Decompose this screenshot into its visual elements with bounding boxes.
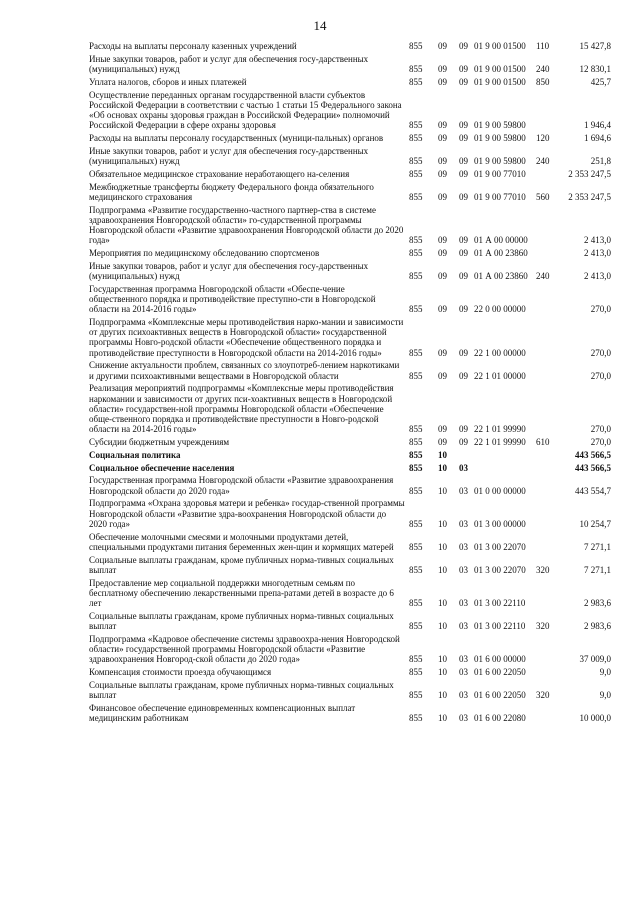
expense-type-code: 560	[536, 191, 550, 202]
target-item-code: 01 3 00 22110	[474, 598, 526, 609]
target-item-code	[474, 463, 536, 476]
amount: 443 554,7	[575, 485, 611, 496]
table-row	[89, 680, 611, 703]
row-name: Подпрограмма «Комплексные меры противодействия нарко-мании и зависимости от других психоактивных веществ в Новгородской области» государственной программы Новго-родской области «Обеспечение общественного порядка и противодействие преступности в Новгородской области на 2014-2016 годы»	[89, 317, 404, 358]
row-name: Иные закупки товаров, работ и услуг для обеспечения госу-дарственных (муниципальных) нужд	[89, 260, 369, 281]
subsection-code: 09	[459, 191, 468, 202]
row-name: Компенсация стоимости проезда обучающимся	[89, 667, 272, 678]
expense-type-code	[536, 578, 558, 611]
admin-code: 855	[409, 156, 423, 166]
subsection-code: 09	[459, 271, 468, 281]
subsection-code: 03	[459, 541, 468, 552]
table-row	[89, 248, 611, 261]
target-item-code: 22 0 00 00000	[474, 304, 526, 315]
target-item-code: 22 1 00 00000	[474, 347, 526, 358]
target-item-code: 22 1 01 00000	[474, 370, 526, 381]
target-item-code: 01 А 00 23860	[474, 271, 528, 281]
amount: 443 566,5	[575, 462, 611, 473]
amount: 270,0	[590, 347, 611, 358]
expense-type-code: 240	[536, 271, 550, 281]
subsection-code: 09	[459, 304, 468, 315]
admin-code: 855	[409, 437, 423, 448]
expense-type-code	[536, 248, 558, 261]
row-name: Иные закупки товаров, работ и услуг для обеспечения госу-дарственных (муниципальных) нужд	[89, 145, 369, 166]
target-item-code: 01 6 00 22050	[474, 690, 526, 701]
amount: 270,0	[590, 304, 611, 315]
section-code: 10	[438, 449, 447, 460]
target-item-code: 01 9 00 59800	[474, 133, 526, 143]
target-item-code: 01 9 00 77010	[474, 191, 526, 202]
admin-code: 855	[409, 271, 423, 281]
section-code: 09	[438, 271, 447, 281]
target-item-code: 01 9 00 01500	[474, 76, 526, 87]
expense-type-code	[536, 463, 558, 476]
admin-code: 855	[409, 541, 423, 552]
section-code: 09	[438, 64, 447, 74]
admin-code: 855	[409, 690, 423, 701]
section-code: 09	[438, 156, 447, 166]
admin-code: 855	[409, 621, 423, 632]
subsection-code: 09	[459, 235, 468, 246]
row-name: Социальные выплаты гражданам, кроме публичных норма-тивных социальных выплат	[89, 610, 394, 632]
expense-type-code: 240	[536, 64, 550, 74]
expense-type-code	[536, 383, 558, 437]
section-code: 09	[438, 76, 447, 87]
admin-code: 855	[409, 168, 423, 179]
amount: 9,0	[599, 690, 611, 701]
amount: 2 413,0	[584, 248, 611, 258]
target-item-code: 01 6 00 22080	[474, 713, 526, 724]
expense-type-code: 110	[536, 41, 550, 51]
row-name: Социальная политика	[89, 449, 181, 460]
expense-type-code: 610	[536, 437, 550, 448]
admin-code: 855	[409, 462, 423, 473]
subsection-code: 09	[459, 370, 468, 381]
budget-table-body	[89, 41, 611, 726]
subsection-code: 09	[459, 156, 468, 166]
section-code: 10	[438, 564, 447, 575]
table-row	[89, 667, 611, 680]
section-code: 10	[438, 518, 447, 529]
amount: 10 254,7	[579, 518, 611, 529]
subsection-code: 03	[459, 690, 468, 701]
subsection-code: 03	[459, 564, 468, 575]
admin-code: 855	[409, 518, 423, 529]
subsection-code	[453, 450, 474, 463]
admin-code: 855	[409, 235, 423, 246]
subsection-code: 03	[459, 598, 468, 609]
table-row	[89, 383, 611, 437]
table-row	[89, 169, 611, 182]
subsection-code: 03	[459, 654, 468, 665]
expense-type-code	[536, 634, 558, 667]
subsection-code: 03	[459, 518, 468, 529]
section-code: 09	[438, 370, 447, 381]
row-name: Подпрограмма «Охрана здоровья матери и ребенка» государ-ственной программы Новгородской области «Развитие здра-воохранения Новгородской области до 2020 года»	[89, 498, 405, 529]
expense-type-code: 320	[536, 564, 550, 575]
section-code: 09	[438, 120, 447, 131]
subsection-code: 09	[459, 76, 468, 87]
section-code: 09	[438, 41, 447, 51]
target-item-code: 01 3 00 22110	[474, 621, 526, 632]
row-name: Социальное обеспечение населения	[89, 462, 235, 473]
subsection-code: 09	[459, 168, 468, 179]
row-name: Социальные выплаты гражданам, кроме публичных норма-тивных социальных выплат	[89, 554, 394, 575]
amount: 425,7	[590, 76, 611, 87]
admin-code: 855	[409, 120, 423, 131]
expense-type-code	[536, 90, 558, 133]
row-name: Межбюджетные трансферты бюджету Федерального фонда обязательного медицинского страхования	[89, 181, 374, 202]
admin-code: 855	[409, 485, 423, 496]
target-item-code: 01 6 00 00000	[474, 654, 526, 665]
expense-type-code: 850	[536, 76, 550, 87]
subsection-code: 03	[459, 462, 468, 473]
section-code: 10	[438, 667, 447, 678]
table-row	[89, 90, 611, 133]
admin-code: 855	[409, 449, 423, 460]
target-item-code: 01 9 00 77010	[474, 168, 526, 179]
expense-type-code	[536, 205, 558, 248]
row-name: Уплата налогов, сборов и иных платежей	[89, 76, 247, 87]
row-name: Предоставление мер социальной поддержки многодетным семьям по бесплатному обеспечению лекарственными препа-ратами детей в возрасте до 6 лет	[89, 577, 394, 609]
amount: 7 271,1	[584, 564, 611, 575]
subsection-code: 03	[459, 713, 468, 724]
table-row	[89, 611, 611, 634]
target-item-code: 01 6 00 22050	[474, 667, 526, 678]
table-row	[89, 498, 611, 531]
expense-type-code: 320	[536, 621, 550, 632]
section-code: 10	[438, 485, 447, 496]
expense-type-code	[536, 450, 558, 463]
table-row	[89, 634, 611, 667]
row-name: Подпрограмма «Кадровое обеспечение системы здравоохра-нения Новгородской области» государственной программы Новгородской области «Развитие здравоохранения Новгород-ской области до 2020 года»	[89, 633, 400, 665]
target-item-code: 01 9 00 01500	[474, 41, 526, 51]
expense-type-code	[536, 475, 558, 498]
subsection-code: 03	[459, 485, 468, 496]
table-row	[89, 532, 611, 555]
amount: 37 009,0	[579, 654, 611, 665]
row-name: Осуществление переданных органам государственной власти субъектов Российской Федерации в соответствии с частью 1 статьи 15 Федерального закона «Об основах охраны здоровья граждан в Российской Федерации» полномочий Российской Федерации в сфере охраны здоровья	[89, 89, 402, 131]
table-row	[89, 77, 611, 90]
admin-code: 855	[409, 654, 423, 665]
subsection-code: 09	[459, 133, 468, 143]
amount: 7 271,1	[584, 541, 611, 552]
amount: 12 830,1	[579, 64, 611, 74]
expense-type-code	[536, 169, 558, 182]
table-row	[89, 41, 611, 54]
section-code: 10	[438, 541, 447, 552]
table-row	[89, 437, 611, 450]
row-name: Социальные выплаты гражданам, кроме публичных норма-тивных социальных выплат	[89, 679, 394, 701]
target-item-code: 01 0 00 00000	[474, 485, 526, 496]
section-code: 09	[438, 235, 447, 246]
budget-table	[89, 41, 611, 726]
row-name: Государственная программа Новгородской области «Развитие здравоохранения Новгородской области до 2020 года»	[89, 475, 394, 496]
expense-type-code	[536, 667, 558, 680]
page-number: 14	[313, 18, 327, 33]
target-item-code: 01 9 00 01500	[474, 64, 526, 74]
section-code: 10	[438, 654, 447, 665]
subsection-code: 09	[459, 347, 468, 358]
expense-type-code	[536, 284, 558, 317]
row-name: Снижение актуальности проблем, связанных со злоупотреб-лением наркотиками и другими психоактивными веществами в Новгородской области	[89, 360, 400, 381]
section-code: 09	[438, 168, 447, 179]
section-code: 10	[438, 690, 447, 701]
row-name: Расходы на выплаты персоналу государственных (муници-пальных) органов	[89, 133, 384, 143]
amount: 2 353 247,5	[568, 168, 611, 179]
section-code: 09	[438, 133, 447, 143]
row-name: Реализация мероприятий подпрограммы «Комплексные меры противодействия наркомании и зависимости от других пси-хоактивных веществ в Новгородской области» государствен-ной программы Новгородской области «Обеспечение обще-ственного порядка и противодействие преступности в Новго-родской области на 2014-2016 годы»	[89, 383, 394, 435]
amount: 1 694,6	[584, 133, 611, 143]
table-row	[89, 317, 611, 360]
target-item-code: 01 9 00 59800	[474, 120, 526, 131]
section-code: 09	[438, 437, 447, 448]
section-code: 09	[438, 248, 447, 258]
amount: 270,0	[590, 370, 611, 381]
admin-code: 855	[409, 191, 423, 202]
table-row	[89, 555, 611, 578]
admin-code: 855	[409, 667, 423, 678]
amount: 2 983,6	[584, 621, 611, 632]
section-code: 10	[438, 462, 447, 473]
admin-code: 855	[409, 76, 423, 87]
amount: 2 413,0	[584, 271, 611, 281]
admin-code: 855	[409, 347, 423, 358]
amount: 270,0	[590, 424, 611, 435]
table-row	[89, 54, 611, 77]
subsection-code: 03	[459, 667, 468, 678]
admin-code: 855	[409, 598, 423, 609]
admin-code: 855	[409, 424, 423, 435]
expense-type-code	[536, 532, 558, 555]
expense-type-code: 240	[536, 156, 550, 166]
expense-type-code: 320	[536, 690, 550, 701]
subsection-code: 09	[459, 120, 468, 131]
expense-type-code	[536, 703, 558, 726]
section-code: 09	[438, 304, 447, 315]
amount: 2 353 247,5	[568, 191, 611, 202]
table-row	[89, 182, 611, 205]
section-code: 10	[438, 621, 447, 632]
row-name: Подпрограмма «Развитие государственно-частного партнер-ства в системе здравоохранения Новгородской области» го-сударственной программы Новгородской области «Развитие здравоохранения Новгородской области до 2020 года»	[89, 204, 404, 246]
section-code: 09	[438, 347, 447, 358]
subsection-code: 09	[459, 248, 468, 258]
section-code: 10	[438, 713, 447, 724]
amount: 443 566,5	[575, 449, 611, 460]
subsection-code: 09	[459, 424, 468, 435]
expense-type-code: 120	[536, 133, 550, 143]
section-code: 09	[438, 191, 447, 202]
amount: 2 413,0	[584, 235, 611, 246]
amount: 1 946,4	[584, 120, 611, 131]
row-name: Обеспечение молочными смесями и молочными продуктами детей, специальными продуктами питания беременных жен-щин и кормящих матерей	[89, 531, 394, 552]
table-row	[89, 703, 611, 726]
subsection-code: 09	[459, 64, 468, 74]
row-name: Мероприятия по медицинскому обследованию спортсменов	[89, 248, 320, 258]
table-row	[89, 133, 611, 146]
target-item-code: 01 9 00 59800	[474, 156, 526, 166]
table-row	[89, 578, 611, 611]
row-name: Государственная программа Новгородской области «Обеспе-чение общественного порядка и противодействие преступно-сти в Новгородской области на 2014-2016 годы»	[89, 283, 376, 315]
section-code: 10	[438, 598, 447, 609]
admin-code: 855	[409, 64, 423, 74]
subsection-code: 09	[459, 41, 468, 51]
target-item-code: 01 3 00 22070	[474, 564, 526, 575]
admin-code: 855	[409, 713, 423, 724]
target-item-code: 22 1 01 99990	[474, 437, 526, 448]
subsection-code: 03	[459, 621, 468, 632]
target-item-code: 01 А 00 23860	[474, 248, 528, 258]
table-row	[89, 360, 611, 383]
row-name: Расходы на выплаты персоналу казенных учреждений	[89, 41, 297, 51]
admin-code: 855	[409, 133, 423, 143]
table-row	[89, 475, 611, 498]
target-item-code	[474, 450, 536, 463]
row-name: Финансовое обеспечение единовременных компенсационных выплат медицинским работникам	[89, 702, 356, 724]
table-row	[89, 146, 611, 169]
amount: 10 000,0	[579, 713, 611, 724]
subsection-code: 09	[459, 437, 468, 448]
admin-code: 855	[409, 41, 423, 51]
amount: 251,8	[590, 156, 611, 166]
row-name: Субсидии бюджетным учреждениям	[89, 437, 230, 448]
expense-type-code	[536, 498, 558, 531]
table-row	[89, 463, 611, 476]
row-name: Обязательное медицинское страхование неработающего на-селения	[89, 168, 350, 179]
expense-type-code	[536, 360, 558, 383]
admin-code: 855	[409, 304, 423, 315]
target-item-code: 01 3 00 22070	[474, 541, 526, 552]
amount: 9,0	[599, 667, 611, 678]
expense-type-code	[536, 317, 558, 360]
admin-code: 855	[409, 564, 423, 575]
section-code: 09	[438, 424, 447, 435]
table-row	[89, 450, 611, 463]
admin-code: 855	[409, 370, 423, 381]
table-row	[89, 261, 611, 284]
table-row	[89, 205, 611, 248]
admin-code: 855	[409, 248, 423, 258]
target-item-code: 22 1 01 99990	[474, 424, 526, 435]
target-item-code: 01 А 00 00000	[474, 235, 528, 246]
target-item-code: 01 3 00 00000	[474, 518, 526, 529]
row-name: Иные закупки товаров, работ и услуг для обеспечения госу-дарственных (муниципальных) нужд	[89, 53, 369, 74]
amount: 270,0	[590, 437, 611, 448]
table-row	[89, 284, 611, 317]
amount: 15 427,8	[579, 41, 611, 51]
amount: 2 983,6	[584, 598, 611, 609]
